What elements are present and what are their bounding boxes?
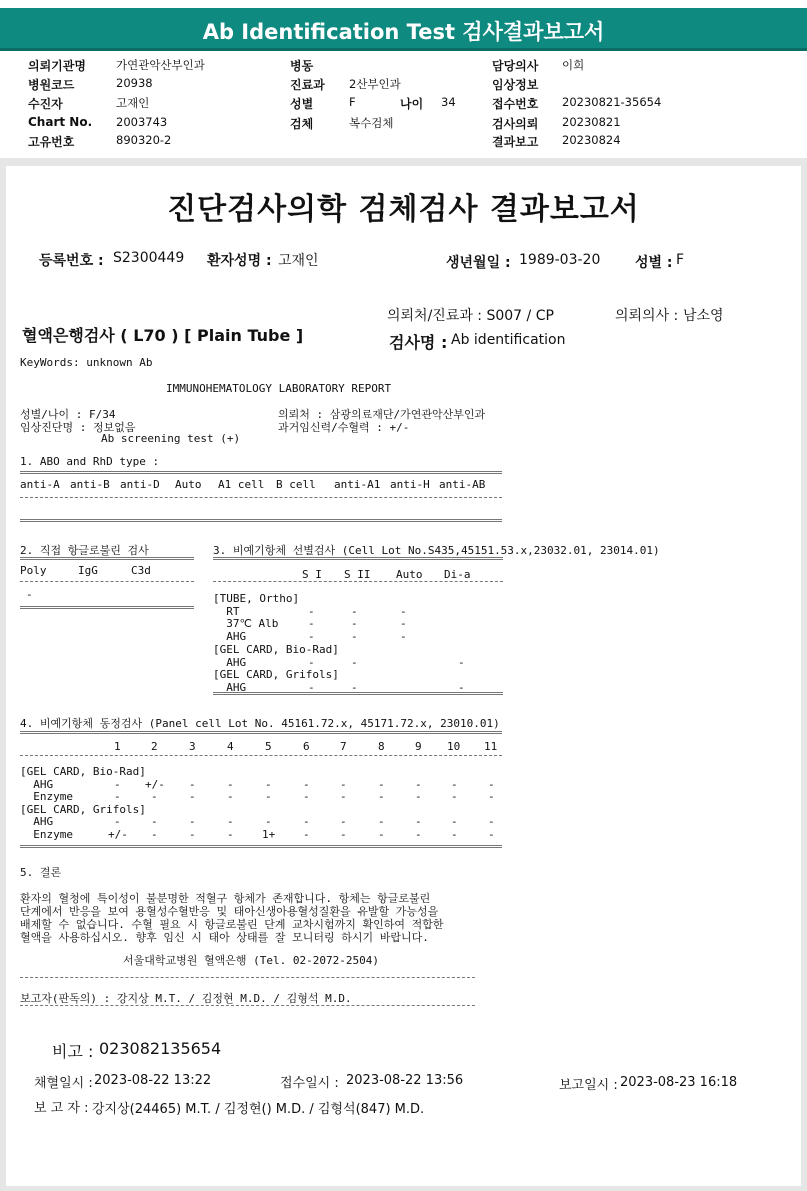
doctor-label: 의뢰의사 : — [615, 308, 679, 324]
header-value: 34 — [441, 95, 456, 109]
sec3-col-header: S I — [302, 568, 322, 581]
rule — [20, 606, 194, 609]
sec1-col-header: anti-A1 — [334, 478, 381, 491]
sec4-cell: - — [451, 827, 458, 841]
sec4-col-header: 9 — [415, 740, 422, 753]
header-label: 임상정보 — [492, 78, 539, 92]
footer-reporter-value: 강지상(24465) M.T. / 김정현() M.D. / 김형석(847) M.D. — [92, 1102, 425, 1117]
sec4-cell: - — [151, 815, 158, 828]
sec4-col-header: 11 — [484, 740, 498, 753]
dob-value: 1989-03-20 — [519, 252, 601, 268]
sec4-col-header: 4 — [227, 740, 234, 753]
header-label: 수진자 — [28, 97, 63, 111]
sec4-title: 4. 비예기항체 동정검사 (Panel cell Lot No. 45161.72.x, 45171.72.x, 23010.01) — [20, 717, 500, 730]
sec5-title: 5. 결론 — [20, 866, 62, 879]
rule — [20, 1005, 475, 1006]
conclusion-line: 단계에서 반응을 보여 용혈성수혈반응 및 태아신생아용혈성질환을 유발할 가능성을 — [20, 905, 439, 918]
sec4-cell: - — [151, 827, 158, 841]
receive-label: 접수일시 : — [280, 1076, 339, 1091]
rule — [20, 471, 502, 474]
sec3-row-label: RT — [213, 604, 240, 618]
sec4-cell: - — [488, 815, 495, 828]
name-value: 고재인 — [278, 253, 319, 269]
sec3-cell: - — [308, 617, 315, 631]
report-time-label: 보고일시 : — [559, 1078, 618, 1093]
sec4-col-header: 6 — [303, 740, 310, 753]
dept-text: 의뢰처/진료과 : S007 / CP — [387, 308, 554, 324]
sec1-col-header: anti-B — [70, 478, 110, 491]
sec4-cell: - — [227, 827, 234, 841]
sec3-col-header: Auto — [396, 568, 423, 581]
sec4-row-label: [GEL CARD, Grifols] — [20, 802, 146, 816]
sec4-cell: - — [265, 790, 272, 803]
sec1-col-header: anti-A — [20, 478, 60, 491]
sec1-col-header: anti-H — [390, 478, 430, 491]
sec2-col-header: IgG — [78, 564, 98, 577]
receive-value: 2023-08-22 13:56 — [346, 1073, 464, 1088]
sec3-col-header: S II — [344, 568, 371, 581]
sec1-col-header: B cell — [276, 478, 316, 491]
sec3-cell: - — [308, 604, 315, 618]
sec4-cell: - — [415, 777, 422, 791]
header-value: 20230824 — [562, 133, 621, 147]
sec3-cell: - — [351, 630, 358, 644]
sec4-cell: - — [340, 827, 347, 841]
sec4-cell: - — [340, 790, 347, 803]
lab-heading: IMMUNOHEMATOLOGY LABORATORY REPORT — [166, 382, 392, 395]
sec3-cell: - — [400, 604, 407, 618]
header-value: 가연관악산부인과 — [116, 58, 205, 72]
sec3-cell: - — [351, 680, 358, 694]
sec3-cell: - — [458, 680, 465, 694]
sec3-row-label: [GEL CARD, Grifols] — [213, 668, 339, 682]
rule — [213, 581, 503, 582]
sec4-cell: +/- — [145, 777, 165, 791]
sec4-cell: - — [189, 815, 196, 828]
sec2-value: - — [26, 588, 33, 601]
header-value: 20230821-35654 — [562, 95, 662, 109]
sec4-cell: - — [303, 790, 310, 803]
sec3-cell: - — [351, 655, 358, 669]
report-title: 진단검사의학 검체검사 결과보고서 — [167, 192, 640, 227]
sec4-col-header: 5 — [265, 740, 272, 753]
test-label: 검사명 : — [389, 333, 448, 352]
requester: 의뢰처 : 삼광의료재단/가연관악산부인과 — [278, 408, 486, 421]
sec4-cell: 1+ — [262, 827, 276, 841]
sec4-cell: - — [451, 790, 458, 803]
sec4-cell: - — [227, 790, 234, 803]
header-label: 성별 — [290, 97, 314, 111]
hospital-line: 서울대학교병원 혈액은행 (Tel. 02-2072-2504) — [123, 954, 379, 967]
sec4-row-label: Enzyme — [20, 827, 73, 841]
sec4-cell: - — [451, 815, 458, 828]
header-value: F — [349, 95, 356, 109]
sec4-cell: - — [415, 827, 422, 841]
conclusion-line: 혈액을 사용하십시오. 향후 임신 시 태아 상태를 잘 모니터링 하시기 바랍니다. — [20, 931, 429, 944]
sec4-col-header: 10 — [447, 740, 461, 753]
collect-value: 2023-08-22 13:22 — [94, 1073, 212, 1088]
report-banner — [0, 8, 807, 51]
sex-label: 성별 : — [635, 255, 673, 271]
sec4-col-header: 3 — [189, 740, 196, 753]
sec3-row-label: [GEL CARD, Bio-Rad] — [213, 642, 339, 656]
banner-title: Ab Identification Test 검사결과보고서 — [202, 20, 605, 44]
header-label: 담당의사 — [492, 59, 539, 73]
sec3-cell: - — [400, 617, 407, 631]
sec4-cell: - — [488, 827, 495, 841]
header-label: 고유번호 — [28, 135, 75, 149]
sec4-cell: - — [114, 790, 121, 803]
sec3-title: 3. 비예기항체 선별검사 (Cell Lot No.S435,45151.53.x,23032.01, 23014.01) — [213, 544, 660, 557]
header-value: 890320-2 — [116, 133, 172, 147]
sec4-cell: - — [451, 777, 458, 791]
sec3-cell: - — [458, 655, 465, 669]
rule — [20, 519, 502, 522]
sec4-cell: - — [227, 777, 234, 791]
collect-label: 채혈일시 : — [34, 1076, 93, 1091]
sec4-cell: - — [189, 790, 196, 803]
sec4-col-header: 8 — [378, 740, 385, 753]
sec4-cell: - — [303, 777, 310, 791]
sec4-col-header: 7 — [340, 740, 347, 753]
conclusion-line: 환자의 혈청에 특이성이 불분명한 적혈구 항체가 존재합니다. 항체는 항글로불린 — [20, 892, 431, 905]
sec1-title: 1. ABO and RhD type : — [20, 455, 160, 468]
header-value: 복수검체 — [349, 116, 394, 130]
header-value: 이희 — [562, 58, 585, 72]
name-label: 환자성명 : — [207, 253, 272, 269]
sec4-cell: - — [488, 790, 495, 803]
sec3-row-label: 37℃ Alb — [213, 617, 279, 631]
sec3-row-label: AHG — [213, 630, 247, 644]
keywords: KeyWords: unknown Ab — [20, 356, 153, 369]
rule — [20, 977, 475, 978]
header-value: 20938 — [116, 76, 153, 90]
rule — [20, 755, 502, 756]
doctor-value: 남소영 — [683, 308, 724, 324]
rule — [20, 581, 194, 582]
sec4-cell: - — [340, 815, 347, 828]
reporter-line: 보고자(판독의) : 강지상 M.T. / 김정현 M.D. / 김형석 M.D. — [20, 992, 352, 1005]
header-label: 의뢰기관명 — [28, 59, 86, 73]
rule — [20, 557, 194, 560]
sec4-col-header: 1 — [114, 740, 121, 753]
header-label: 병동 — [290, 59, 314, 73]
sec4-cell: - — [303, 815, 310, 828]
dob-label: 생년월일 : — [446, 255, 511, 271]
sec3-cell: - — [308, 630, 315, 644]
sec4-row-label: AHG — [20, 815, 54, 828]
sec4-cell: +/- — [108, 827, 128, 841]
rule — [213, 557, 503, 560]
header-value: 고재인 — [116, 96, 150, 110]
sec1-col-header: A1 cell — [218, 478, 265, 491]
sec3-cell: - — [351, 617, 358, 631]
sec3-cell: - — [308, 680, 315, 694]
note-value: 023082135654 — [99, 1039, 222, 1058]
sec4-col-header: 2 — [151, 740, 158, 753]
sec1-col-header: anti-AB — [439, 478, 486, 491]
header-value: 2산부인과 — [349, 77, 401, 91]
rule — [20, 731, 502, 734]
sec4-cell: - — [378, 777, 385, 791]
sec4-cell: - — [189, 777, 196, 791]
note-label: 비고 : — [52, 1042, 94, 1061]
header-value: 2003743 — [116, 115, 168, 129]
report-page — [6, 166, 801, 1186]
sec3-row-label: AHG — [213, 655, 247, 669]
sec4-cell: - — [488, 777, 495, 791]
sec4-cell: - — [265, 777, 272, 791]
reg-value: S2300449 — [113, 250, 185, 266]
reg-label: 등록번호 : — [39, 253, 104, 269]
sec4-cell: - — [378, 815, 385, 828]
sec2-col-header: C3d — [131, 564, 151, 577]
sec4-cell: - — [151, 790, 158, 803]
sec4-row-label: Enzyme — [20, 790, 73, 803]
header-label: 결과보고 — [492, 135, 539, 149]
sec4-cell: - — [189, 827, 196, 841]
sec4-cell: - — [378, 827, 385, 841]
sex-age: 성별/나이 : F/34 — [20, 408, 116, 421]
sec2-col-header: Poly — [20, 564, 47, 577]
sex-value: F — [676, 252, 685, 268]
sec4-cell: - — [265, 815, 272, 828]
report-time-value: 2023-08-23 16:18 — [620, 1075, 738, 1090]
sec1-col-header: Auto — [175, 478, 202, 491]
history: 과거임신력/수혈력 : +/- — [278, 421, 410, 434]
sec4-cell: - — [415, 815, 422, 828]
sec3-cell: - — [400, 630, 407, 644]
sec2-title: 2. 직접 항글로불린 검사 — [20, 544, 149, 557]
sec3-col-header: Di-a — [444, 568, 471, 581]
sec4-cell: - — [378, 790, 385, 803]
sec4-row-label: AHG — [20, 777, 54, 791]
header-label: Chart No. — [28, 115, 93, 129]
section-title: 혈액은행검사 ( L70 ) [ Plain Tube ] — [22, 326, 304, 345]
sec4-cell: - — [303, 827, 310, 841]
clinical-diagnosis: 임상진단명 : 정보없음 — [20, 421, 136, 434]
sec3-cell: - — [351, 604, 358, 618]
rule — [20, 497, 502, 498]
conclusion-line: 배제할 수 없습니다. 수혈 필요 시 항글로불린 단계 교차시험까지 확인하여 적합한 — [20, 918, 444, 931]
header-value: 20230821 — [562, 115, 621, 129]
sec3-cell: - — [308, 655, 315, 669]
header-label: 진료과 — [290, 78, 325, 92]
header-label: 나이 — [400, 97, 424, 111]
sec3-row-label: [TUBE, Ortho] — [213, 592, 300, 605]
header-label: 검사의뢰 — [492, 117, 539, 131]
sec4-cell: - — [227, 815, 234, 828]
header-label: 검체 — [290, 117, 314, 131]
sec4-row-label: [GEL CARD, Bio-Rad] — [20, 765, 146, 778]
header-label: 접수번호 — [492, 97, 539, 111]
header-label: 병원코드 — [28, 78, 75, 92]
clinical-diagnosis-2: Ab screening test (+) — [101, 432, 241, 445]
sec3-row-label: AHG — [213, 680, 247, 694]
sec1-col-header: anti-D — [120, 478, 160, 491]
rule — [20, 845, 502, 848]
sec4-cell: - — [340, 777, 347, 791]
sec4-cell: - — [114, 777, 121, 791]
sec4-cell: - — [114, 815, 121, 828]
footer-reporter-label: 보 고 자 : — [34, 1101, 89, 1116]
test-value: Ab identification — [451, 332, 566, 348]
sec4-cell: - — [415, 790, 422, 803]
